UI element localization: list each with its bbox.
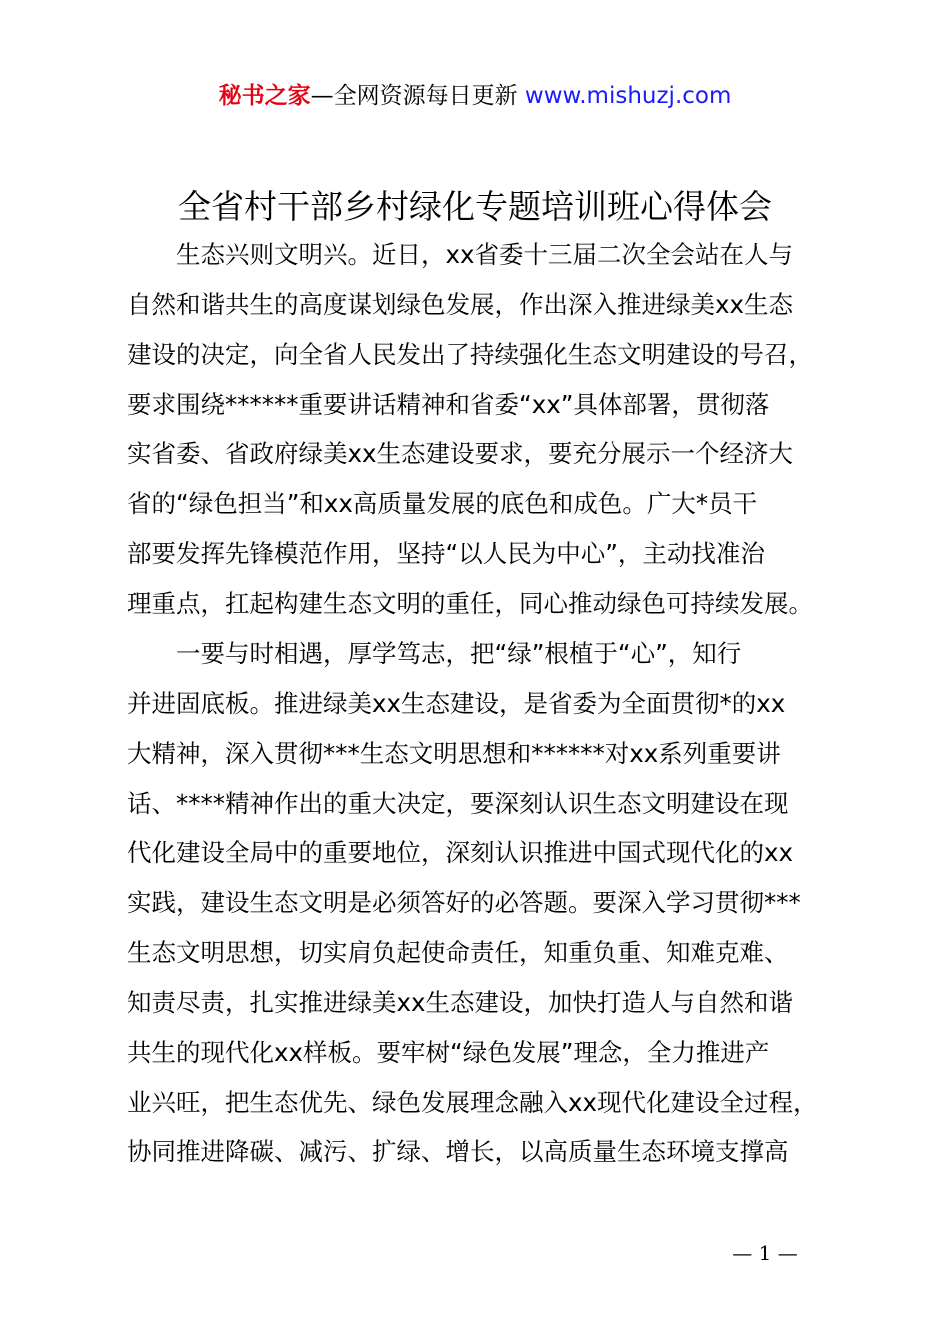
text-line: 并进固底板。推进绿美xx生态建设，是省委为全面贯彻*的xx (127, 688, 786, 718)
site-header (0, 80, 950, 112)
site-brand: 秘书之家 (218, 83, 311, 109)
text-line: 省的“绿色担当”和xx高质量发展的底色和成色。广大*员干 (127, 489, 758, 519)
text-line: 大精神，深入贯彻***生态文明思想和******对xx系列重要讲 (127, 738, 781, 768)
text-line: 生态文明思想，切实肩负起使命责任，知重负重、知难克难、 (127, 938, 789, 968)
text-line: 业兴旺，把生态优先、绿色发展理念融入xx现代化建设全过程， (127, 1087, 818, 1117)
text-line: 共生的现代化xx样板。要牢树“绿色发展”理念，全力推进产 (127, 1037, 770, 1067)
text-line: 话、****精神作出的重大决定，要深刻认识生态文明建设在现 (127, 788, 789, 818)
text-line: 一要与时相遇，厚学笃志，把“绿”根植于“心”，知行 (127, 639, 742, 668)
text-line: 建设的决定，向全省人民发出了持续强化生态文明建设的号召， (127, 339, 813, 369)
document-title: 全省村干部乡村绿化专题培训班心得体会 (178, 187, 772, 226)
text-line: 协同推进降碳、减污、扩绿、增长，以高质量生态环境支撑高 (127, 1137, 789, 1167)
text-line: 生态兴则文明兴。近日，xx省委十三届二次全会站在人与 (127, 240, 793, 269)
site-tagline: —全网资源每日更新 (310, 83, 518, 109)
paragraph-1 (127, 230, 833, 629)
text-line: 实践，建设生态文明是必须答好的必答题。要深入学习贯彻*** (127, 888, 801, 918)
text-line: 要求围绕******重要讲话精神和省委“xx”具体部署，贯彻落 (127, 389, 770, 419)
text-line: 知责尽责，扎实推进绿美xx生态建设，加快打造人与自然和谐 (127, 987, 793, 1017)
text-line: 理重点，扛起构建生态文明的重任，同心推动绿色可持续发展。 (127, 588, 813, 618)
text-line: 部要发挥先锋模范作用，坚持“以人民为中心”，主动找准治 (127, 539, 765, 569)
page-number: — 1 — (732, 1241, 798, 1265)
text-line: 代化建设全局中的重要地位，深刻认识推进中国式现代化的xx (127, 838, 793, 868)
text-line: 自然和谐共生的高度谋划绿色发展，作出深入推进绿美xx生态 (127, 289, 793, 319)
paragraph-2 (127, 629, 833, 1177)
site-url-link[interactable]: www.mishuzj.com (524, 83, 732, 109)
text-line: 实省委、省政府绿美xx生态建设要求，要充分展示一个经济大 (127, 439, 793, 469)
